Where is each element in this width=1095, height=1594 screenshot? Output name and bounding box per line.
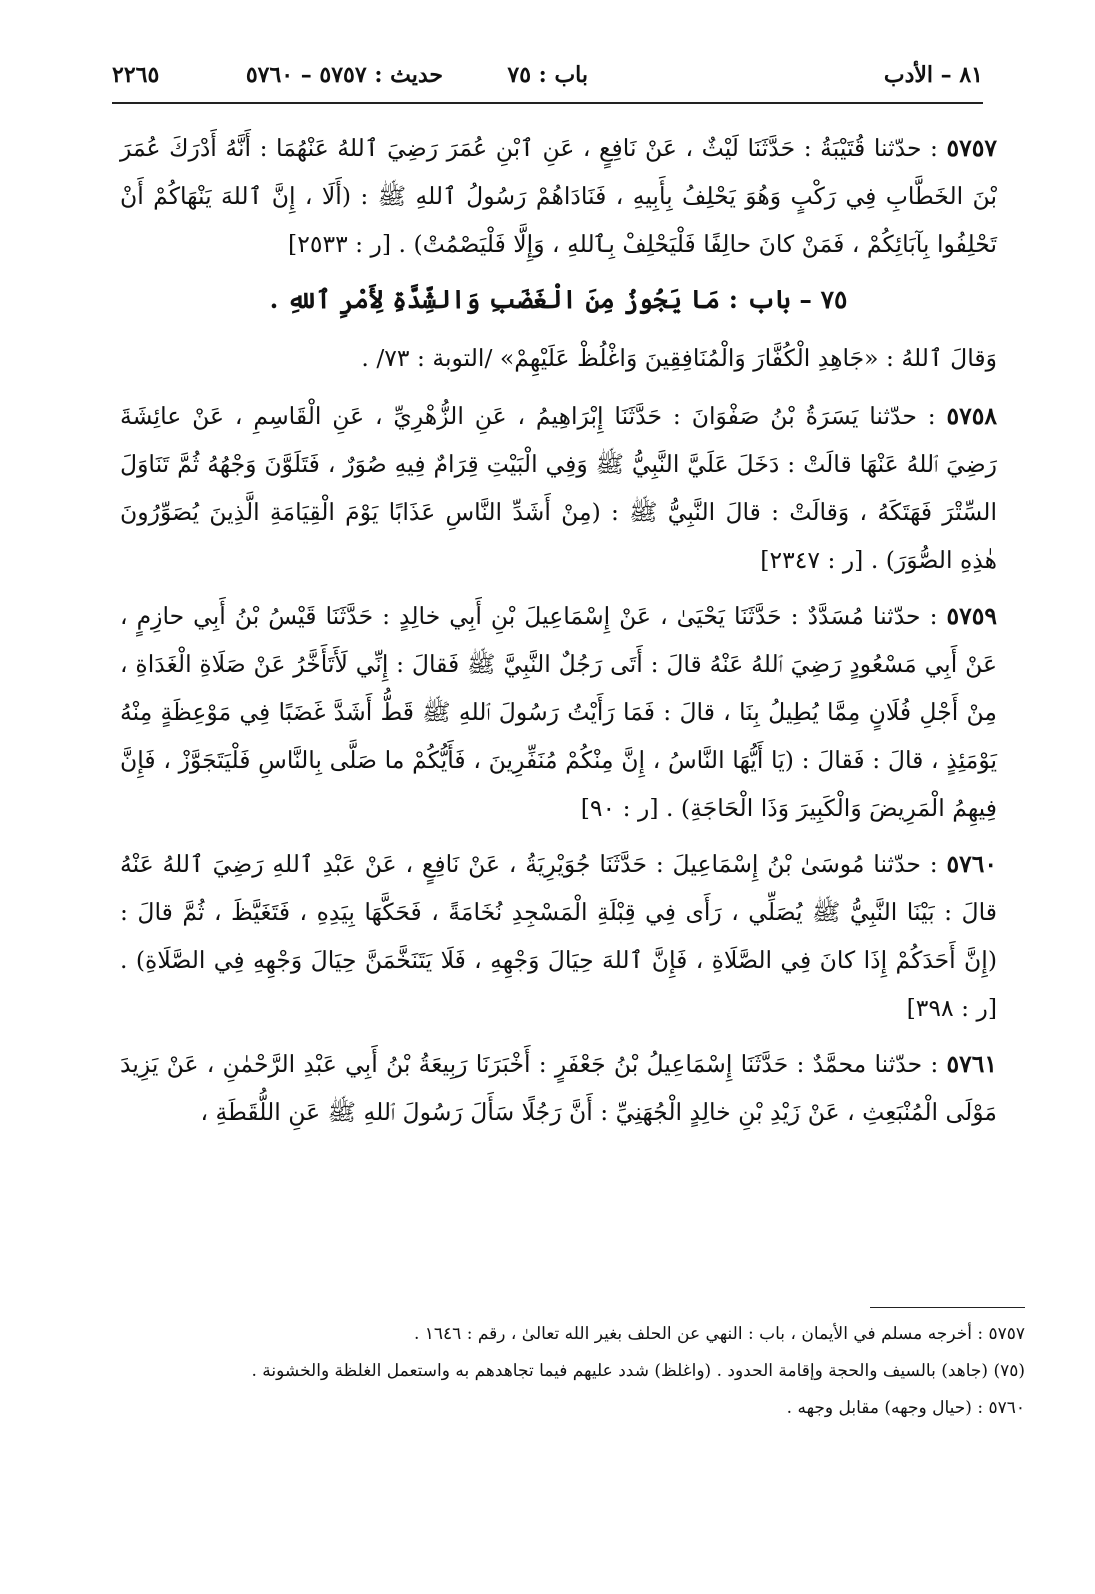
header-divider (112, 102, 983, 104)
hadith-text: : حدّثنا يَسَرَةُ بْنُ صَفْوَانَ : حَدَّثَنَا إِبْرَاهِيمُ ، عَنِ الزُّهْرِيِّ ، عَنِ الْقَاسِمِ ، عَنْ عائِشَةَ رَضِيَ ٱللهُ عَنْهَا قالَتْ : دَخَلَ عَلَيَّ النَّبِيُّ ﷺ وَفِي الْبَيْتِ قِرَامٌ فِيهِ صُوَرٌ ، فَتَلَوَّنَ وَجْهُهُ ثُمَّ تَنَاوَلَ السِّتْرَ فَهَتَكَهُ ، وَقالَتْ : قالَ النَّبِيُّ ﷺ : (مِنْ أَشَدِّ النَّاسِ عَذَابًا يَوْمَ الْقِيَامَةِ الَّذِينَ يُصَوِّرُونَ هٰذِهِ الصُّوَرَ) . [ر : ٢٣٤٧] (120, 402, 997, 574)
hadith-number: ٥٧٦١ (946, 1050, 997, 1078)
footnote: ٥٧٥٧ : أخرجه مسلم في الأيمان ، باب : النهي عن الحلف بغير الله تعالىٰ ، رقم : ١٦٤٦ . (413, 1324, 1025, 1344)
quran-citation: وَقالَ ٱللهُ : «جَاهِدِ الْكُفَّارَ وَالْمُنَافِقِينَ وَاغْلُظْ عَلَيْهِمْ» /التوبة : ٧٣/ . (361, 344, 997, 372)
footnotes (112, 1318, 1025, 1429)
hadith-text: : حدّثنا مُوسَىٰ بْنُ إِسْمَاعِيلَ : حَدَّثَنَا جُوَيْرِيَةُ ، عَنْ نَافِعٍ ، عَنْ عَبْدِ ٱللهِ رَضِيَ ٱللهُ عَنْهُ قالَ : بَيْنَا النَّبِيُّ ﷺ يُصَلِّي ، رَأَى فِي قِبْلَةِ الْمَسْجِدِ نُخَامَةً ، فَحَكَّهَا بِيَدِهِ ، فَتَغَيَّظَ ، ثُمَّ قالَ : (إِنَّ أَحَدَكُمْ إِذَا كانَ فِي الصَّلَاةِ ، فَإِنَّ ٱللهَ حِيَالَ وَجْهِهِ ، فَلَا يَتَنَخَّمَنَّ حِيَالَ وَجْهِهِ فِي الصَّلَاةِ) . [ر : ٣٩٨] (120, 850, 997, 1022)
main-text (120, 124, 997, 1144)
running-header (112, 58, 983, 102)
hadith-number: ٥٧٥٨ (946, 402, 997, 430)
hadith-paragraph (120, 840, 997, 1032)
header-bab: باب : ٧٥ (507, 62, 588, 88)
hadith-paragraph (120, 592, 997, 832)
hadith-text: : حدّثنا مُسَدَّدٌ : حَدَّثَنَا يَحْيَىٰ ، عَنْ إِسْمَاعِيلَ بْنِ أَبِي خالِدٍ : حَدَّثَنَا قَيْسُ بْنُ أَبِي حازِمٍ ، عَنْ أَبِي مَسْعُودٍ رَضِيَ ٱللهُ عَنْهُ قالَ : أَتَى رَجُلٌ النَّبِيَّ ﷺ فَقالَ : إِنِّي لَأَتَأَخَّرُ عَنْ صَلَاةِ الْغَدَاةِ ، مِنْ أَجْلِ فُلَانٍ مِمَّا يُطِيلُ بِنَا ، قالَ : فَمَا رَأَيْتُ رَسُولَ ٱللهِ ﷺ قَطُّ أَشَدَّ غَضَبًا فِي مَوْعِظَةٍ مِنْهُ يَوْمَئِذٍ ، قالَ : فَقالَ : (يَا أَيُّهَا النَّاسُ ، إِنَّ مِنْكُمْ مُنَفِّرِينَ ، فَأَيُّكُمْ ما صَلَّى بِالنَّاسِ فَلْيَتَجَوَّزْ ، فَإِنَّ فِيهِمُ الْمَرِيضَ وَالْكَبِيرَ وَذَا الْحَاجَةِ) . [ر : ٩٠] (120, 602, 997, 822)
hadith-text: : حدّثنا قُتَيْبَةُ : حَدَّثَنَا لَيْثٌ ، عَنْ نَافِعٍ ، عَنِ ٱبْنِ عُمَرَ رَضِيَ ٱللهُ عَنْهُمَا : أَنَّهُ أَدْرَكَ عُمَرَ بْنَ الخَطَّابِ فِي رَكْبٍ وَهُوَ يَحْلِفُ بِأَبِيهِ ، فَنَادَاهُمْ رَسُولُ ٱللهِ ﷺ : (أَلَا ، إِنَّ ٱللهَ يَنْهَاكُمْ أَنْ تَحْلِفُوا بِآبَائِكُمْ ، فَمَنْ كانَ حالِفًا فَلْيَحْلِفْ بِٱللهِ ، وَإِلَّا فَلْيَصْمُتْ) . [ر : ٢٥٣٣] (120, 134, 997, 258)
hadith-text: : حدّثنا محمَّدٌ : حَدَّثَنَا إِسْمَاعِيلُ بْنُ جَعْفَرٍ : أَخْبَرَنَا رَبِيعَةُ بْنُ أَبِي عَبْدِ الرَّحْمٰنِ ، عَنْ يَزِيدَ مَوْلَى الْمُنْبَعِثِ ، عَنْ زَيْدِ بْنِ خالِدٍ الْجُهَنِيِّ : أَنَّ رَجُلًا سَأَلَ رَسُولَ ٱللهِ ﷺ عَنِ اللُّقَطَةِ ، (120, 1050, 997, 1126)
hadith-number: ٥٧٦٠ (946, 850, 997, 878)
footnote-divider (870, 1307, 1025, 1308)
hadith-number: ٥٧٥٧ (946, 134, 997, 162)
hadith-paragraph (120, 124, 997, 268)
hadith-paragraph (120, 392, 997, 584)
chapter-heading: ٧٥ – باب : مَا يَجُوزُ مِنَ الْغَضَبِ وَالشِّدَّةِ لِأَمْرِ ٱللهِ . (269, 285, 848, 314)
header-chapter: ٨١ – الأدب (883, 62, 983, 88)
hadith-number: ٥٧٥٩ (946, 602, 997, 630)
header-hadith-range: حديث : ٥٧٥٧ – ٥٧٦٠ (245, 62, 443, 88)
page-number: ٢٢٦٥ (112, 62, 160, 88)
footnote: (٧٥) (جاهد) بالسيف والحجة وإقامة الحدود . (واغلظ) شدد عليهم فيما تجاهدهم به واستعمل الغلظة والخشونة . (251, 1361, 1025, 1381)
footnote: ٥٧٦٠ : (حيال وجهه) مقابل وجهه . (786, 1398, 1025, 1418)
hadith-paragraph (120, 1040, 997, 1136)
